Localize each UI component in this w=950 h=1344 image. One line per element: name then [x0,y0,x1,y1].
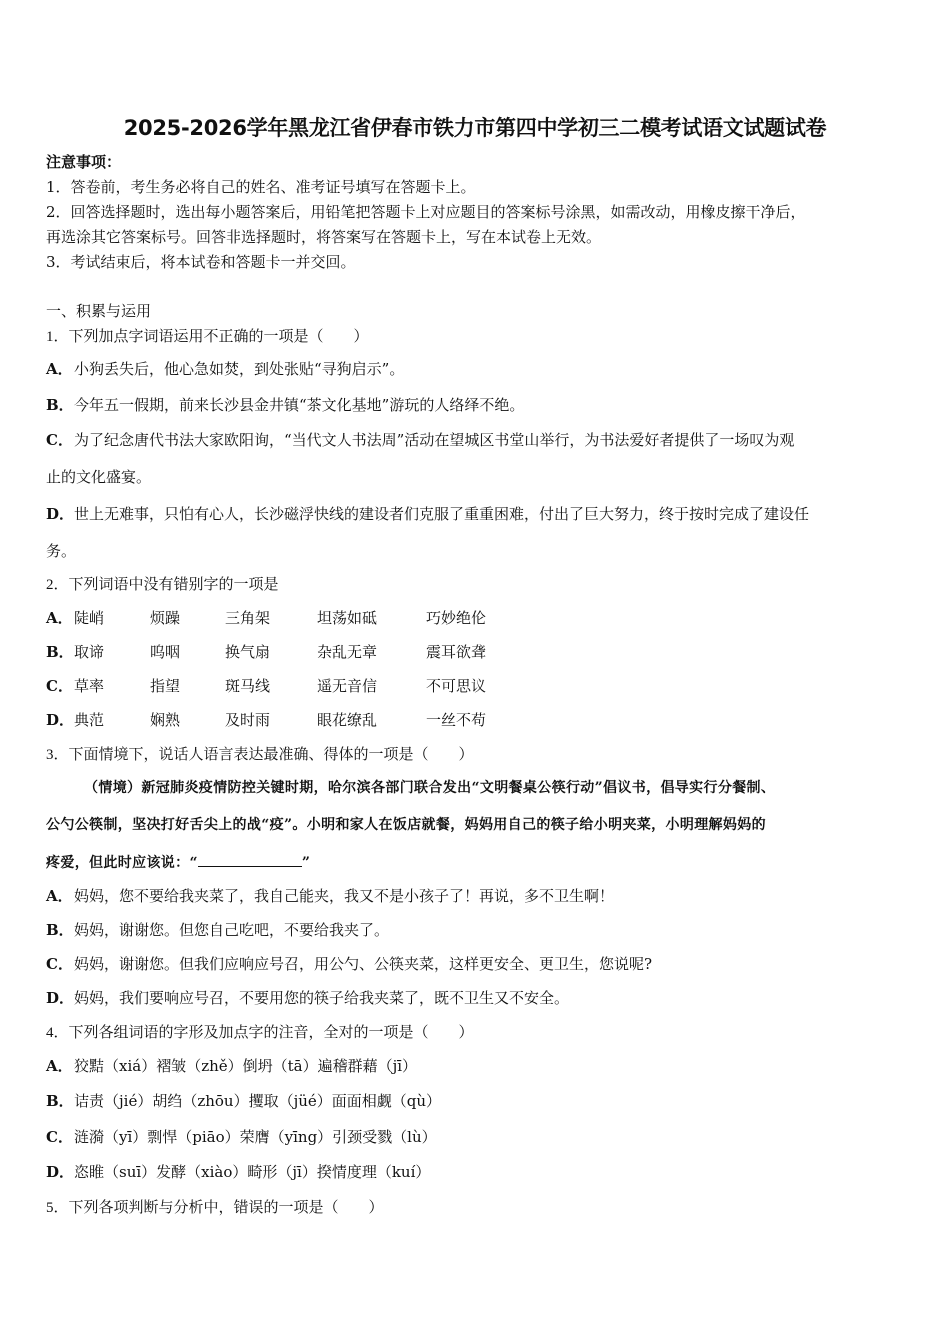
notice-item-2-cont: 再选涂其它答案标号。回答非选择题时，将答案写在答题卡上，写在本试卷上无效。 [46,228,602,246]
q3-option-b[interactable] [46,920,906,940]
option-text: 今年五一假期，前来长沙县金井镇“茶文化基地”游玩的人络绎不绝。 [74,396,525,414]
q3-option-a[interactable] [46,886,906,906]
option-text: 小狗丢失后，他心急如焚，到处张贴“寻狗启示”。 [74,360,405,378]
q4-option-c[interactable] [46,1127,906,1147]
word: 取谛 [74,643,105,661]
q1-option-c[interactable] [46,430,906,450]
q1-option-c-cont: 止的文化盛宴。 [46,468,152,486]
option-text: 妈妈，您不要给我夹菜了，我自己能夹，我又不是小孩子了！再说，多不卫生啊！ [74,887,615,905]
notice-item-3: 3．考试结束后，将本试卷和答题卡一并交回。 [46,253,356,271]
word: 陡峭 [74,609,105,627]
q2-stem [46,574,906,595]
q5-number: 5． [46,1200,69,1216]
notice-item-2: 2．回答选择题时，选出每小题答案后，用铅笔把答题卡上对应题目的答案标号涂黑，如需改动，用橡皮擦干净后， [46,203,806,221]
q1-option-b[interactable] [46,395,906,415]
word: 呜咽 [150,643,181,661]
word: 烦躁 [150,609,181,627]
option-label: D． [46,505,75,523]
q2-stem-text: 下列词语中没有错别字的一项是 [68,575,279,593]
q3-context-close-quote: ” [301,855,311,871]
option-label: C． [46,431,73,449]
word: 坦荡如砥 [317,609,378,627]
option-label: A． [46,360,73,378]
q4-option-b[interactable] [46,1091,906,1111]
q1-option-d[interactable] [46,504,906,524]
option-label: D． [46,711,75,729]
word: 震耳欲聋 [426,643,487,661]
word: 遥无音信 [317,677,378,695]
option-label: A． [46,887,73,905]
word: 一丝不苟 [426,711,487,729]
q4-option-d[interactable] [46,1162,906,1182]
option-label: B． [46,396,74,414]
q3-number: 3． [46,747,69,763]
word: 及时雨 [225,711,271,729]
word: 不可思议 [426,677,487,695]
q3-context-line-3 [46,852,906,873]
q3-context-line-2: 公勺公筷制，坚决打好舌尖上的战“疫”。小明和家人在饭店就餐，妈妈用自己的筷子给小明夹菜，小明理解妈妈的 [46,817,766,833]
word: 眼花缭乱 [317,711,378,729]
option-label: C． [46,955,73,973]
word: 巧妙绝伦 [426,609,487,627]
q1-stem-text: 下列加点字词语运用不正确的一项是（ ） [68,327,369,345]
exam-title: 2025-2026学年黑龙江省伊春市铁力市第四中学初三二模考试语文试题试卷 [123,116,827,140]
option-label: A． [46,1057,73,1075]
q3-option-c[interactable] [46,954,906,974]
option-text: 为了纪念唐代书法大家欧阳询，“当代文人书法周”活动在望城区书堂山举行，为书法爱好者提供了一场叹为观 [74,431,795,449]
option-label: B． [46,1092,74,1110]
word: 杂乱无章 [317,643,378,661]
q1-number: 1． [46,329,69,345]
q1-option-a[interactable] [46,359,906,379]
q3-stem [46,744,906,765]
option-label: A． [46,609,73,627]
answer-blank[interactable] [198,852,302,867]
q5-stem-text: 下列各项判断与分析中，错误的一项是（ ） [68,1198,384,1216]
word: 三角架 [225,609,271,627]
word: 娴熟 [150,711,181,729]
option-text: 妈妈，我们要响应号召，不要用您的筷子给我夹菜了，既不卫生又不安全。 [74,989,570,1007]
q4-number: 4． [46,1025,69,1041]
word: 指望 [150,677,181,695]
option-label: D． [46,989,75,1007]
section-heading: 一、积累与运用 [46,302,152,320]
q3-context-line-1: （情境）新冠肺炎疫情防控关键时期，哈尔滨各部门联合发出“文明餐桌公筷行动”倡议书，倡导实行分餐制、 [84,780,776,796]
word: 草率 [74,677,105,695]
option-label: C． [46,677,73,695]
q1-option-d-cont: 务。 [46,542,77,560]
option-label: B． [46,643,74,661]
option-text: 妈妈，谢谢您。但我们应响应号召，用公勺、公筷夹菜，这样更安全、更卫生，您说呢? [74,955,653,973]
q5-stem [46,1197,906,1218]
option-text: 涟漪（yī）剽悍（piāo）荣膺（yīng）引颈受戮（lù） [74,1128,437,1146]
q4-option-a[interactable] [46,1056,906,1076]
notice-item-1: 1．答卷前，考生务必将自己的姓名、准考证号填写在答题卡上。 [46,178,476,196]
q4-stem [46,1022,906,1043]
option-text: 恣睢（suī）发酵（xiào）畸形（jī）揆情度理（kuí） [74,1163,431,1181]
option-text: 妈妈，谢谢您。但您自己吃吧，不要给我夹了。 [74,921,390,939]
q1-stem [46,326,906,347]
q3-context-text: 疼爱，但此时应该说：“ [46,855,198,871]
word: 换气扇 [225,643,271,661]
option-text: 诘责（jié）胡绉（zhōu）攫取（jüé）面面相觑（qù） [74,1092,442,1110]
option-text: 狡黠（xiá）褶皱（zhě）倒坍（tā）遍稽群藉（jī） [74,1057,418,1075]
word: 斑马线 [225,677,271,695]
option-text: 世上无难事，只怕有心人，长沙磁浮快线的建设者们克服了重重困难，付出了巨大努力，终于按时完成了建设任 [74,505,810,523]
q4-stem-text: 下列各组词语的字形及加点字的注音，全对的一项是（ ） [68,1023,474,1041]
option-label: D． [46,1163,75,1181]
q3-option-d[interactable] [46,988,906,1008]
option-label: B． [46,921,74,939]
word: 典范 [74,711,105,729]
q3-stem-text: 下面情境下，说话人语言表达最准确、得体的一项是（ ） [68,745,474,763]
option-label: C． [46,1128,73,1146]
notice-heading: 注意事项： [46,153,122,171]
q2-number: 2． [46,577,69,593]
